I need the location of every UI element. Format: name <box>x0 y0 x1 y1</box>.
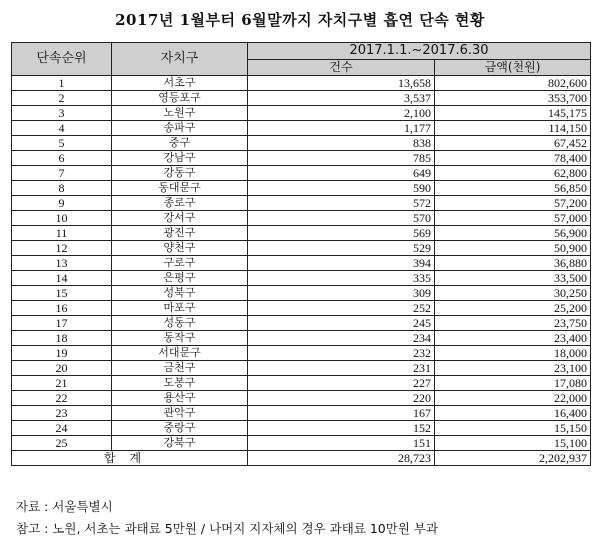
amount-cell: 56,900 <box>435 226 591 241</box>
amount-cell: 36,880 <box>435 256 591 271</box>
table-row <box>12 181 591 196</box>
rank-cell: 1 <box>12 76 112 91</box>
page-title: 2017년 1월부터 6월말까지 자치구별 흡연 단속 현황 <box>115 11 485 29</box>
count-cell: 394 <box>248 256 435 271</box>
count-cell: 570 <box>248 211 435 226</box>
table-row <box>12 391 591 406</box>
amount-cell: 67,452 <box>435 136 591 151</box>
rank-cell: 21 <box>12 376 112 391</box>
district-cell: 구로구 <box>112 256 248 271</box>
reference-note: 참고 : 노원, 서초는 과태료 5만원 / 나머지 지자체의 경우 과태료 10만원 부과 <box>16 521 439 536</box>
table-row <box>12 286 591 301</box>
table-row <box>12 226 591 241</box>
table-row <box>12 196 591 211</box>
amount-cell: 114,150 <box>435 121 591 136</box>
table-row <box>12 346 591 361</box>
rank-cell: 20 <box>12 361 112 376</box>
district-cell: 동작구 <box>112 331 248 346</box>
count-cell: 309 <box>248 286 435 301</box>
amount-cell: 17,080 <box>435 376 591 391</box>
rank-cell: 9 <box>12 196 112 211</box>
district-cell: 송파구 <box>112 121 248 136</box>
rank-cell: 23 <box>12 406 112 421</box>
district-cell: 노원구 <box>112 106 248 121</box>
amount-cell: 18,000 <box>435 346 591 361</box>
enforcement-table <box>11 42 591 466</box>
table-row <box>12 91 591 106</box>
district-cell: 광진구 <box>112 226 248 241</box>
district-header: 자치구 <box>112 43 248 76</box>
district-cell: 금천구 <box>112 361 248 376</box>
count-cell: 529 <box>248 241 435 256</box>
period-header: 2017.1.1.~2017.6.30 <box>248 43 591 60</box>
district-cell: 강남구 <box>112 151 248 166</box>
amount-cell: 15,150 <box>435 421 591 436</box>
table-row <box>12 166 591 181</box>
total-count: 28,723 <box>248 451 435 466</box>
total-amount: 2,202,937 <box>435 451 591 466</box>
table-row <box>12 301 591 316</box>
count-cell: 220 <box>248 391 435 406</box>
rank-cell: 15 <box>12 286 112 301</box>
amount-cell: 16,400 <box>435 406 591 421</box>
total-row <box>12 451 591 466</box>
rank-cell: 16 <box>12 301 112 316</box>
table-row <box>12 76 591 91</box>
count-cell: 227 <box>248 376 435 391</box>
rank-cell: 18 <box>12 331 112 346</box>
count-cell: 234 <box>248 331 435 346</box>
table-row <box>12 121 591 136</box>
amount-cell: 23,750 <box>435 316 591 331</box>
rank-cell: 3 <box>12 106 112 121</box>
amount-cell: 23,400 <box>435 331 591 346</box>
rank-cell: 22 <box>12 391 112 406</box>
table-body <box>12 76 591 451</box>
rank-cell: 7 <box>12 166 112 181</box>
count-cell: 231 <box>248 361 435 376</box>
table-row <box>12 136 591 151</box>
table-row <box>12 406 591 421</box>
count-cell: 335 <box>248 271 435 286</box>
count-cell: 245 <box>248 316 435 331</box>
count-cell: 152 <box>248 421 435 436</box>
amount-cell: 353,700 <box>435 91 591 106</box>
total-label: 합계 <box>12 451 248 466</box>
amount-cell: 33,500 <box>435 271 591 286</box>
district-cell: 성북구 <box>112 286 248 301</box>
count-cell: 838 <box>248 136 435 151</box>
amount-cell: 57,000 <box>435 211 591 226</box>
amount-cell: 50,900 <box>435 241 591 256</box>
amount-cell: 145,175 <box>435 106 591 121</box>
count-cell: 252 <box>248 301 435 316</box>
district-cell: 중구 <box>112 136 248 151</box>
district-cell: 중랑구 <box>112 421 248 436</box>
count-cell: 13,658 <box>248 76 435 91</box>
table-row <box>12 421 591 436</box>
rank-cell: 6 <box>12 151 112 166</box>
district-cell: 강북구 <box>112 436 248 451</box>
district-cell: 서초구 <box>112 76 248 91</box>
rank-header: 단속순위 <box>12 43 112 76</box>
amount-cell: 802,600 <box>435 76 591 91</box>
count-cell: 232 <box>248 346 435 361</box>
rank-cell: 24 <box>12 421 112 436</box>
district-cell: 종로구 <box>112 196 248 211</box>
rank-cell: 10 <box>12 211 112 226</box>
district-cell: 마포구 <box>112 301 248 316</box>
table-row <box>12 376 591 391</box>
table-row <box>12 316 591 331</box>
count-cell: 569 <box>248 226 435 241</box>
count-cell: 572 <box>248 196 435 211</box>
rank-cell: 11 <box>12 226 112 241</box>
count-cell: 167 <box>248 406 435 421</box>
rank-cell: 8 <box>12 181 112 196</box>
rank-cell: 4 <box>12 121 112 136</box>
amount-cell: 57,200 <box>435 196 591 211</box>
amount-cell: 22,000 <box>435 391 591 406</box>
count-cell: 2,100 <box>248 106 435 121</box>
district-cell: 은평구 <box>112 271 248 286</box>
rank-cell: 5 <box>12 136 112 151</box>
count-cell: 1,177 <box>248 121 435 136</box>
amount-cell: 25,200 <box>435 301 591 316</box>
table-row <box>12 256 591 271</box>
count-cell: 3,537 <box>248 91 435 106</box>
count-header: 건수 <box>248 60 435 76</box>
amount-cell: 23,100 <box>435 361 591 376</box>
table-row <box>12 271 591 286</box>
district-cell: 관악구 <box>112 406 248 421</box>
amount-cell: 78,400 <box>435 151 591 166</box>
count-cell: 151 <box>248 436 435 451</box>
rank-cell: 14 <box>12 271 112 286</box>
rank-cell: 12 <box>12 241 112 256</box>
amount-cell: 62,800 <box>435 166 591 181</box>
rank-cell: 13 <box>12 256 112 271</box>
rank-cell: 19 <box>12 346 112 361</box>
district-cell: 성동구 <box>112 316 248 331</box>
district-cell: 용산구 <box>112 391 248 406</box>
count-cell: 590 <box>248 181 435 196</box>
table-row <box>12 106 591 121</box>
table-row <box>12 436 591 451</box>
table-row <box>12 361 591 376</box>
rank-cell: 2 <box>12 91 112 106</box>
count-cell: 649 <box>248 166 435 181</box>
district-cell: 동대문구 <box>112 181 248 196</box>
source-note: 자료 : 서울특별시 <box>16 499 113 514</box>
amount-cell: 56,850 <box>435 181 591 196</box>
count-cell: 785 <box>248 151 435 166</box>
district-cell: 강동구 <box>112 166 248 181</box>
table-row <box>12 151 591 166</box>
district-cell: 양천구 <box>112 241 248 256</box>
rank-cell: 17 <box>12 316 112 331</box>
amount-cell: 15,100 <box>435 436 591 451</box>
district-cell: 강서구 <box>112 211 248 226</box>
amount-cell: 30,250 <box>435 286 591 301</box>
table-row <box>12 241 591 256</box>
district-cell: 영등포구 <box>112 91 248 106</box>
amount-header: 금액(천원) <box>435 60 591 76</box>
district-cell: 서대문구 <box>112 346 248 361</box>
table-row <box>12 211 591 226</box>
district-cell: 도봉구 <box>112 376 248 391</box>
table-row <box>12 331 591 346</box>
rank-cell: 25 <box>12 436 112 451</box>
